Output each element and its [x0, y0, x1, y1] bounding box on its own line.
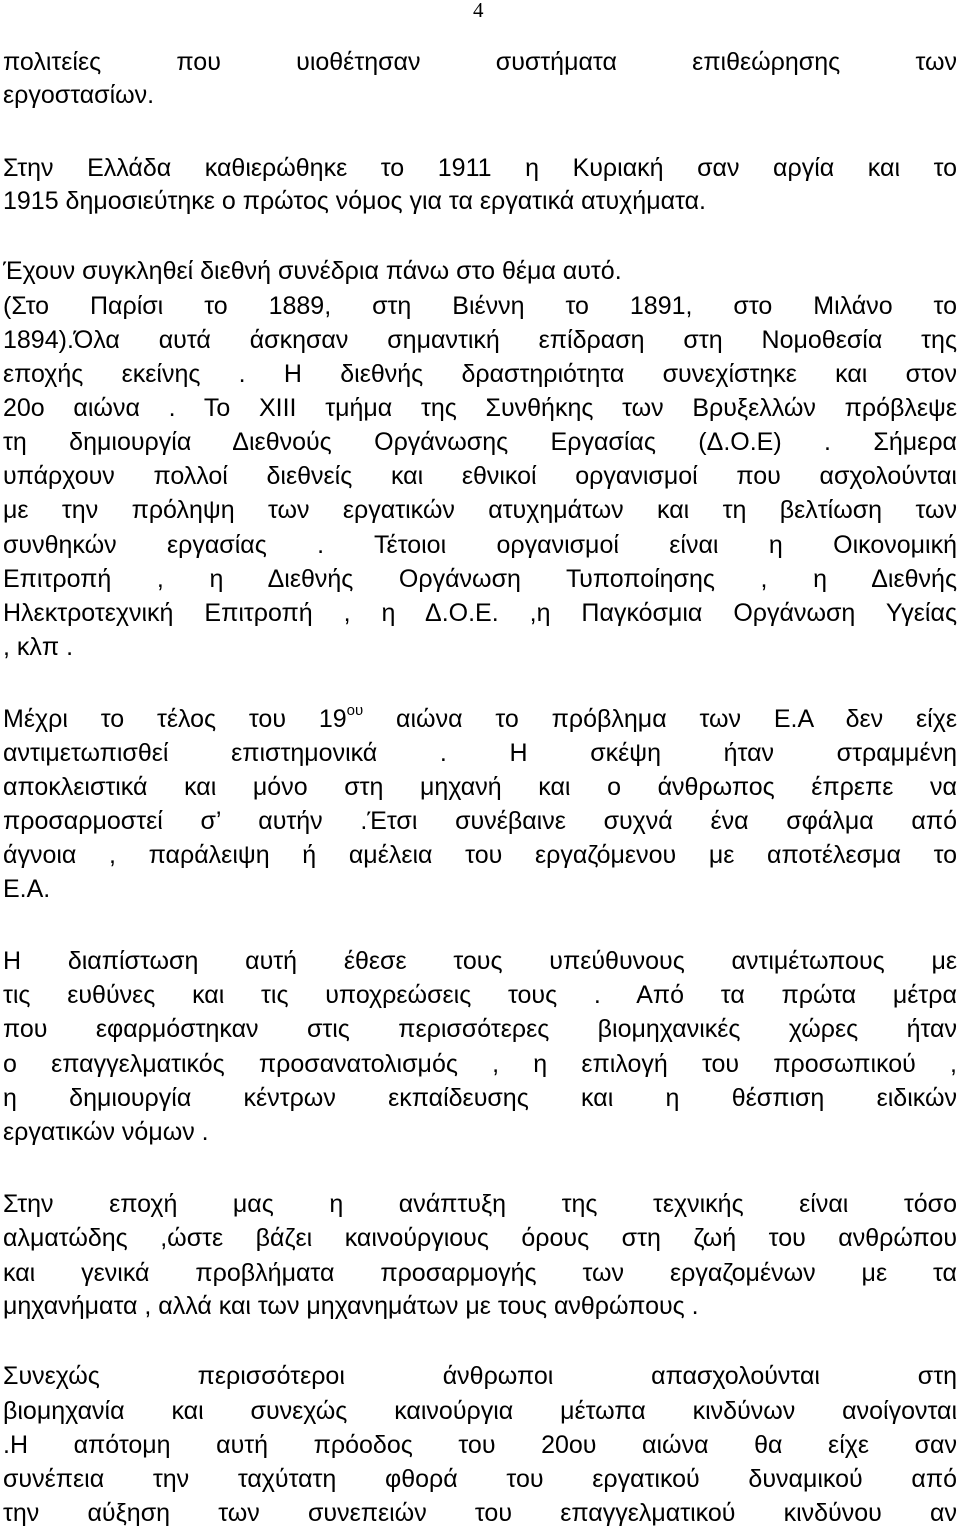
text-line: Η διαπίστωση αυτή έθεσε τους υπεύθυνους αντιμέτωπους με	[3, 947, 957, 975]
text-line: συνθηκών εργασίας . Τέτοιοι οργανισμοί είναι η Οικονομική	[3, 531, 957, 559]
text-line: αποκλειστικά και μόνο στη μηχανή και ο άνθρωπος έπρεπε να	[3, 773, 957, 801]
text-line: 20ο αιώνα . Το XIII τμήμα της Συνθήκης των Βρυξελλών πρόβλεψε	[3, 394, 957, 422]
text-line: , κλπ .	[3, 633, 74, 661]
text-segment: αιώνα το πρόβλημα των Ε.Α δεν είχε	[363, 705, 957, 733]
text-line	[3, 704, 957, 734]
text-line: με την πρόληψη των εργατικών ατυχημάτων και τη βελτίωση των	[3, 496, 957, 524]
text-line: εποχής εκείνης . Η διεθνής δραστηριότητα συνεχίστηκε και στον	[3, 360, 957, 388]
text-line: .Η απότομη αυτή πρόοδος του 20ου αιώνα θα είχε σαν	[3, 1431, 957, 1459]
text-line: (Στο Παρίσι το 1889, στη Βιέννη το 1891, στο Μιλάνο το	[3, 292, 957, 320]
text-line: που εφαρμόστηκαν στις περισσότερες βιομηχανικές χώρες ήταν	[3, 1015, 957, 1043]
page-number: 4	[473, 0, 484, 22]
text-line: 1915 δημοσιεύτηκε ο πρώτος νόμος για τα εργατικά ατυχήματα.	[3, 187, 706, 215]
text-line: Ηλεκτροτεχνική Επιτροπή , η Δ.Ο.Ε. ,η Παγκόσμια Οργάνωση Υγείας	[3, 599, 957, 627]
text-line: αντιμετωπισθεί επιστημονικά . Η σκέψη ήταν στραμμένη	[3, 739, 957, 767]
text-line: Επιτροπή , η Διεθνής Οργάνωση Τυποποίησης , η Διεθνής	[3, 565, 957, 593]
text-line: Στην εποχή μας η ανάπτυξη της τεχνικής είναι τόσο	[3, 1190, 957, 1218]
text-line: προσαρμοστεί σ’ αυτήν .Έτσι συνέβαινε συχνά ένα σφάλμα από	[3, 807, 957, 835]
text-line: αλματώδης ,ώστε βάζει καινούργιους όρους στη ζωή του ανθρώπου	[3, 1224, 957, 1252]
text-line: μηχανήματα , αλλά και των μηχανημάτων με τους ανθρώπους .	[3, 1292, 699, 1320]
text-line: πολιτείες που υιοθέτησαν συστήματα επιθεώρησης των	[3, 48, 957, 76]
text-line: τις ευθύνες και τις υποχρεώσεις τους . Από τα πρώτα μέτρα	[3, 981, 957, 1009]
text-line: βιομηχανία και συνεχώς καινούργια μέτωπα κινδύνων ανοίγονται	[3, 1397, 957, 1425]
text-line: τη δημιουργία Διεθνούς Οργάνωσης Εργασίας (Δ.Ο.Ε) . Σήμερα	[3, 428, 957, 456]
text-line: 1894).Όλα αυτά άσκησαν σημαντική επίδραση στη Νομοθεσία της	[3, 326, 957, 354]
text-line: Συνεχώς περισσότεροι άνθρωποι απασχολούνται στη	[3, 1362, 957, 1390]
text-line: εργοστασίων.	[3, 81, 155, 109]
superscript: ου	[346, 704, 364, 719]
text-line: η δημιουργία κέντρων εκπαίδευσης και η θέσπιση ειδικών	[3, 1084, 957, 1112]
text-line: άγνοια , παράλειψη ή αμέλεια του εργαζόμενου με αποτέλεσμα το	[3, 841, 957, 869]
text-line: Έχουν συγκληθεί διεθνή συνέδρια πάνω στο θέμα αυτό.	[3, 257, 622, 285]
text-line: Στην Ελλάδα καθιερώθηκε το 1911 η Κυριακή σαν αργία και το	[3, 154, 957, 182]
text-line: την αύξηση των συνεπειών του επαγγελματικού κινδύνου αν	[3, 1499, 957, 1527]
text-line: εργατικών νόμων .	[3, 1118, 209, 1146]
text-line: συνέπεια την ταχύτατη φθορά του εργατικού δυναμικού από	[3, 1465, 957, 1493]
text-segment: Μέχρι το τέλος του 19	[3, 705, 347, 733]
text-line: υπάρχουν πολλοί διεθνείς και εθνικοί οργανισμοί που ασχολούνται	[3, 462, 957, 490]
text-line: Ε.Α.	[3, 875, 51, 903]
text-line: ο επαγγελματικός προσανατολισμός , η επιλογή του προσωπικού ,	[3, 1050, 957, 1078]
text-line: και γενικά προβλήματα προσαρμογής των εργαζομένων με τα	[3, 1259, 957, 1287]
